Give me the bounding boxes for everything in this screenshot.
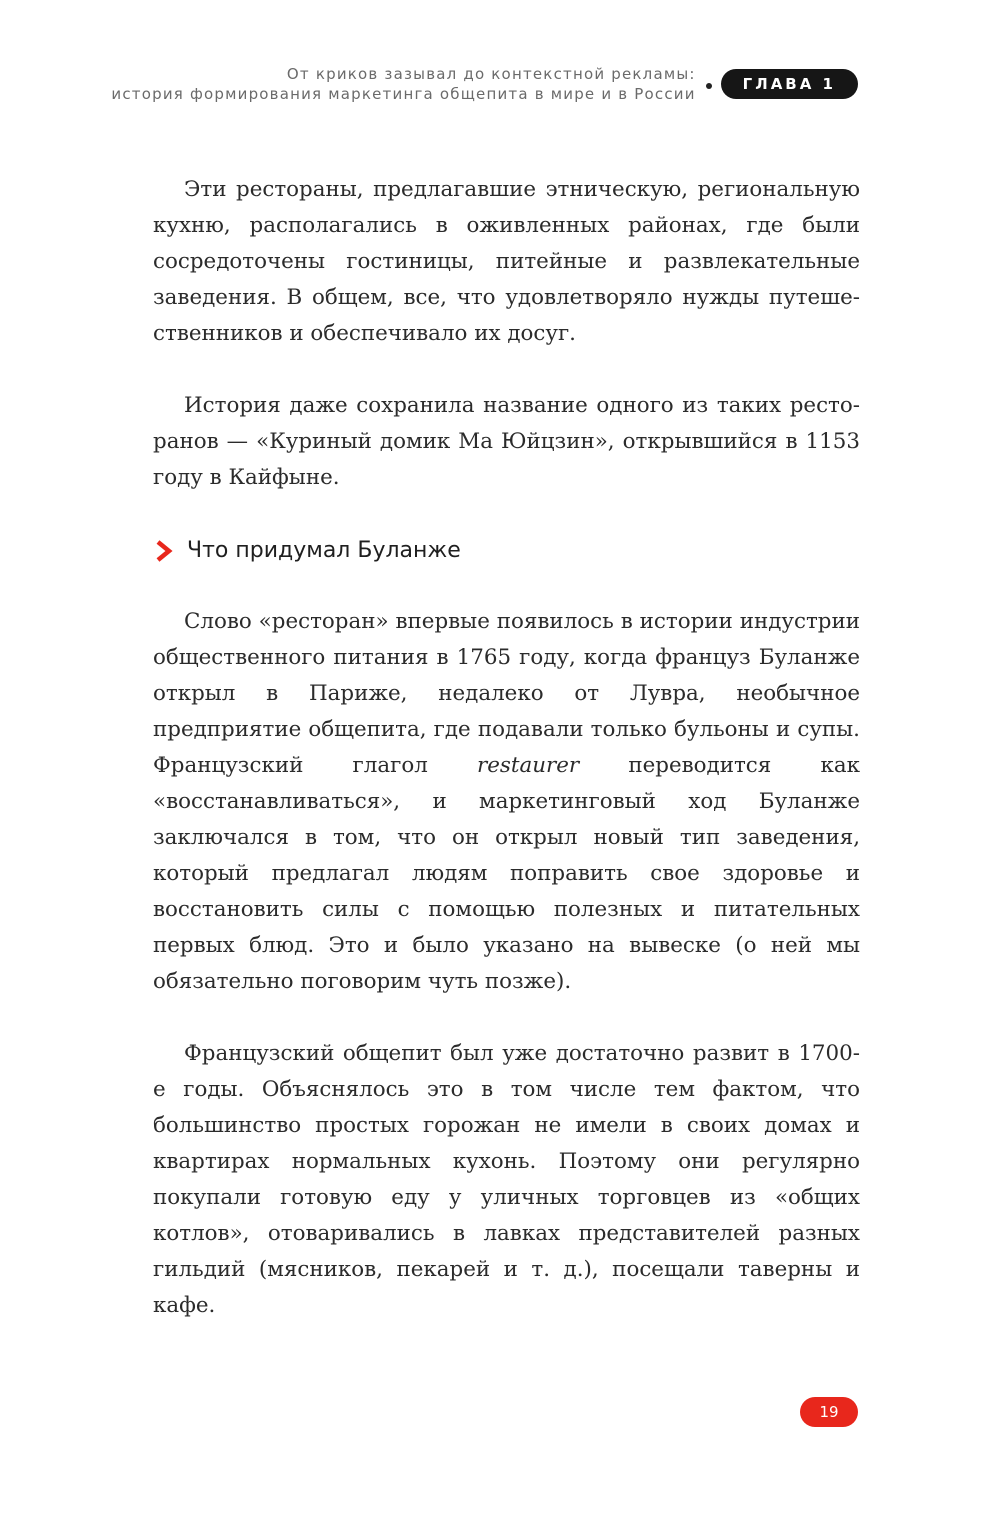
paragraph-3 [153, 604, 860, 1000]
running-title [111, 64, 695, 104]
paragraph-3-part-1: Слово «ресторан» впервые появилось в истории индустрии общественного питания в 1765 году, когда француз Буланже открыл в Париже, недалеко от Лувра, необычное предприятие общепита, где подавали только бульоны и супы. Французский глагол [153, 609, 860, 778]
paragraph-1: Эти рестораны, предлагавшие этническую, региональную кухню, располагались в оживленных районах, где были сосредоточены гостиницы, питейные и развлекательные заведения. В общем, все, что удовлетворяло нужды путешественников и обеспечивало их досуг. [153, 177, 860, 346]
chapter-badge: ГЛАВА 1 [721, 69, 858, 99]
running-title-line-1: От криков зазывал до контекстной рекламы: [286, 65, 696, 83]
italic-term: restaurer [477, 753, 580, 778]
page-body [153, 172, 860, 1324]
separator-dot [706, 83, 712, 89]
paragraph-2: История даже сохранила название одного из таких ресторанов — «Куриный домик Ма Юйцзин», открывшийся в 1153 году в Кайфыне. [153, 393, 860, 490]
paragraph-3-part-2: переводится как «восстанавливаться», и маркетинговый ход Буланже заключался в том, что он открыл новый тип заведения, который предлагал людям поправить свое здоровье и восстановить силы с помощью полезных и питательных первых блюд. Это и было указано на вывеске (о ней мы обязательно поговорим чуть позже). [153, 753, 860, 994]
page-number-badge: 19 [800, 1397, 858, 1427]
running-title-line-2: история формирования маркетинга общепита в мире и в России [111, 85, 696, 103]
section-heading [153, 532, 860, 568]
chevron-right-icon [153, 540, 175, 562]
section-heading-text: Что придумал Буланже [187, 537, 461, 563]
paragraph-4: Французский общепит был уже достаточно развит в 1700-е годы. Объяснялось это в том числе тем фактом, что большинство простых горожан не имели в своих домах и квартирах нормальных кухонь. Поэтому они регулярно покупали готовую еду у уличных торговцев из «общих котлов», отоваривались в лавках представителей разных гильдий (мясников, пекарей и т. д.), посещали таверны и кафе. [153, 1041, 860, 1318]
running-header [111, 64, 858, 104]
